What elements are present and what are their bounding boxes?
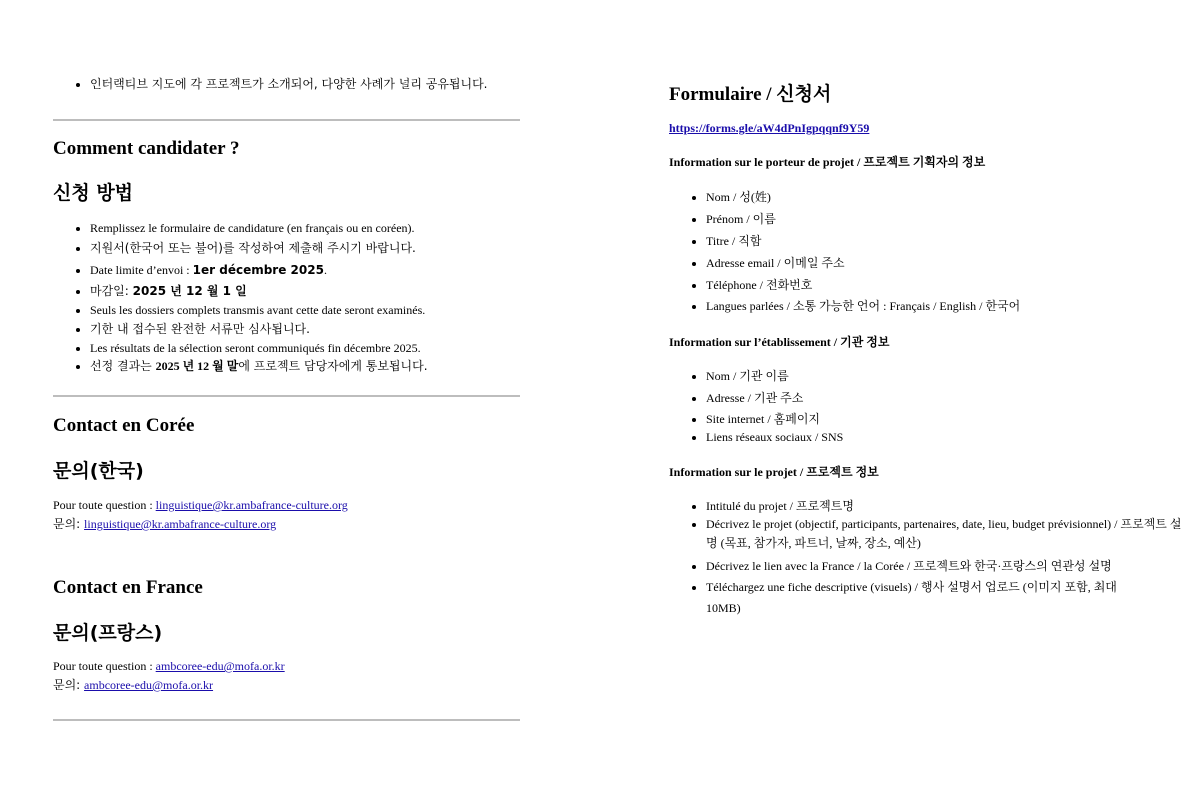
list-item (90, 259, 557, 281)
list-item: • Téléphone / 전화번호 (706, 274, 1186, 296)
deadline-date: 1er décembre 2025 (192, 263, 324, 277)
list-item: • Décrivez le lien avec la France / la Corée / 프로젝트와 한국·프랑스의 연관성 설명 (706, 553, 1186, 577)
contact-france-line-kr (53, 676, 285, 695)
contact-korea-line-kr (53, 515, 348, 534)
contact-korea-email-link[interactable]: linguistique@kr.ambafrance-culture.org (84, 517, 277, 531)
list-item: • Décrivez le projet (objectif, participants, partenaires, date, lieu, budget prévisionnel) / 프로젝트 설명 (목표, 참가자, 파트너, 날짜, 장소, 예산) (706, 515, 1186, 553)
list-item: • Nom / 성(姓) (706, 187, 1186, 208)
list-item: • Titre / 직함 (706, 230, 1186, 252)
apply-heading-fr: Comment candidater ? (53, 138, 240, 159)
result-suffix: 에 프로젝트 담당자에게 통보됩니다. (238, 359, 428, 373)
deadline-date-kr: 2025 년 12 월 1 일 (132, 284, 247, 298)
result-date: 2025 년 12 월 말 (155, 359, 239, 373)
contact-label: Pour toute question : (53, 498, 156, 512)
list-item (90, 281, 557, 301)
deadline-suffix: . (323, 263, 327, 277)
contact-france-email-link[interactable]: ambcoree-edu@mofa.or.kr (155, 659, 285, 673)
contact-france-email-link[interactable]: ambcoree-edu@mofa.or.kr (84, 678, 214, 692)
contact-france-heading-kr: 문의(프랑스) (53, 622, 163, 644)
contact-label-kr: 문의: (53, 678, 85, 692)
contact-label: Pour toute question : (53, 659, 156, 673)
etablissement-heading: Information sur l’établissement / 기관 정보 (669, 335, 890, 349)
list-item: • 지원서(한국어 또는 불어)를 작성하여 제출해 주시기 바랍니다. (90, 237, 557, 259)
list-item: • 인터랙티브 지도에 각 프로젝트가 소개되어, 다양한 사례가 널리 공유됩니다. (90, 75, 557, 93)
contact-france-heading-fr: Contact en France (53, 577, 203, 598)
list-item: • Adresse / 기관 주소 (706, 387, 1186, 409)
porteur-list (669, 187, 1186, 317)
intro-list (53, 75, 557, 93)
list-item: • Remplissez le formulaire de candidature (en français ou en coréen). (90, 219, 557, 237)
form-link[interactable]: https://forms.gle/aW4dPnIgpqqnf9Y59 (669, 121, 870, 135)
list-item: • Nom / 기관 이름 (706, 366, 1186, 387)
contact-korea-email-link[interactable]: linguistique@kr.ambafrance-culture.org (155, 498, 348, 512)
list-item: • Intitulé du projet / 프로젝트명 (706, 497, 1186, 515)
contact-france-line-fr (53, 657, 285, 676)
list-item (90, 357, 557, 375)
contact-korea-line-fr (53, 496, 348, 515)
divider (53, 395, 520, 397)
contact-label-kr: 문의: (53, 517, 85, 531)
form-heading: Formulaire / 신청서 (669, 84, 832, 105)
list-item: • 기한 내 접수된 완전한 서류만 심사됩니다. (90, 319, 557, 339)
porteur-heading: Information sur le porteur de projet / 프로젝트 기획자의 정보 (669, 155, 986, 169)
list-item: • Téléchargez une fiche descriptive (visuels) / 행사 설명서 업로드 (이미지 포함, 최대 10MB) (706, 577, 1126, 619)
list-item: • Langues parlées / 소통 가능한 언어 : Français / English / 한국어 (706, 296, 1186, 317)
list-item: • Prénom / 이름 (706, 208, 1186, 230)
projet-heading: Information sur le projet / 프로젝트 정보 (669, 465, 879, 479)
result-prefix: 선정 결과는 (90, 359, 156, 373)
divider (53, 719, 520, 721)
list-item: • Site internet / 홈페이지 (706, 409, 1186, 429)
apply-heading-kr: 신청 방법 (53, 182, 134, 204)
contact-korea-block (53, 496, 348, 534)
deadline-label-kr: 마감일: (90, 284, 133, 298)
contact-korea-heading-fr: Contact en Corée (53, 415, 195, 436)
projet-list (669, 497, 1186, 619)
divider (53, 119, 520, 121)
list-item: • Adresse email / 이메일 주소 (706, 252, 1186, 274)
list-item: • Les résultats de la sélection seront communiqués fin décembre 2025. (90, 339, 557, 357)
contact-korea-heading-kr: 문의(한국) (53, 460, 144, 482)
etablissement-list (669, 366, 1186, 445)
contact-france-block (53, 657, 285, 695)
deadline-label: Date limite d’envoi : (90, 263, 193, 277)
list-item: • Seuls les dossiers complets transmis avant cette date seront examinés. (90, 301, 557, 319)
list-item: • Liens réseaux sociaux / SNS (706, 429, 1186, 445)
apply-list (53, 219, 557, 375)
